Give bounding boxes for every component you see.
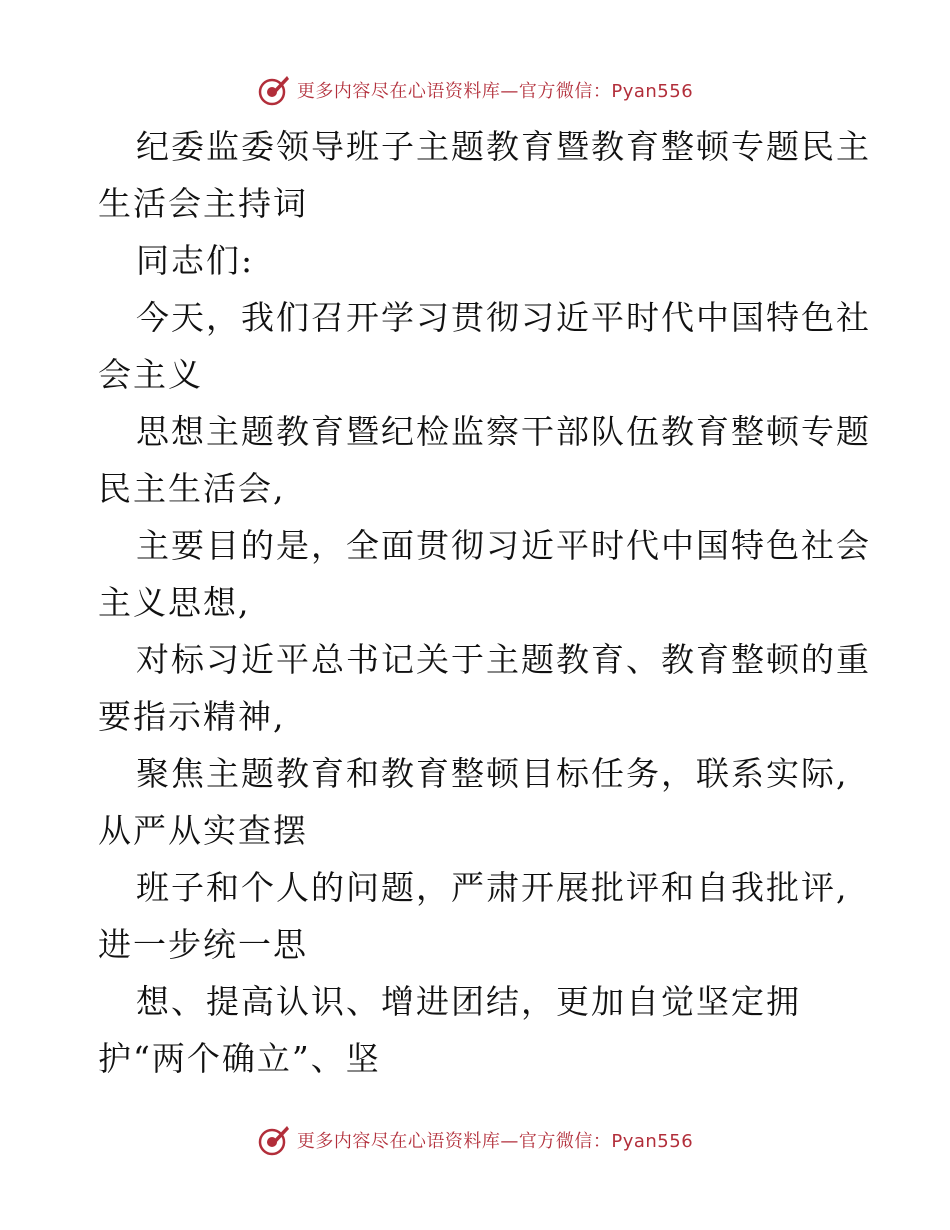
quill-seal-icon: [257, 73, 291, 107]
text-line: 生活会主持词: [98, 184, 308, 223]
text-line: 今天，我们召开学习贯彻习近平时代中国特色社: [136, 298, 871, 337]
text-line: 护“两个确立”、坚: [98, 1039, 381, 1078]
text-line: 要指示精神,: [98, 697, 286, 736]
footer-watermark-banner: [0, 1120, 950, 1160]
banner-text: 更多内容尽在心语资料库—官方微信：Pyan556: [296, 1131, 694, 1152]
text-line: 主要目的是，全面贯彻习近平时代中国特色社会: [136, 526, 871, 565]
text-line: 主义思想,: [98, 583, 251, 622]
text-line: 聚焦主题教育和教育整顿目标任务，联系实际,: [136, 754, 849, 793]
text-line: 班子和个人的问题，严肃开展批评和自我批评,: [136, 868, 849, 907]
text-line: 民主生活会,: [98, 469, 286, 508]
text-line: 对标习近平总书记关于主题教育、教育整顿的重: [136, 640, 871, 679]
text-line: 从严从实查摆: [98, 811, 308, 850]
text-line: 思想主题教育暨纪检监察干部队伍教育整顿专题: [136, 412, 871, 451]
quill-seal-icon: [257, 1123, 291, 1157]
text-line: 纪委监委领导班子主题教育暨教育整顿专题民主: [136, 127, 871, 166]
banner-text: 更多内容尽在心语资料库—官方微信：Pyan556: [296, 81, 694, 102]
text-line: 会主义: [98, 355, 203, 394]
header-watermark-banner: [0, 70, 950, 110]
text-line: 进一步统一思: [98, 925, 308, 964]
text-line: 想、提高认识、增进团结，更加自觉坚定拥: [136, 982, 801, 1021]
document-body: [98, 118, 871, 1087]
text-line: 同志们:: [136, 241, 255, 280]
